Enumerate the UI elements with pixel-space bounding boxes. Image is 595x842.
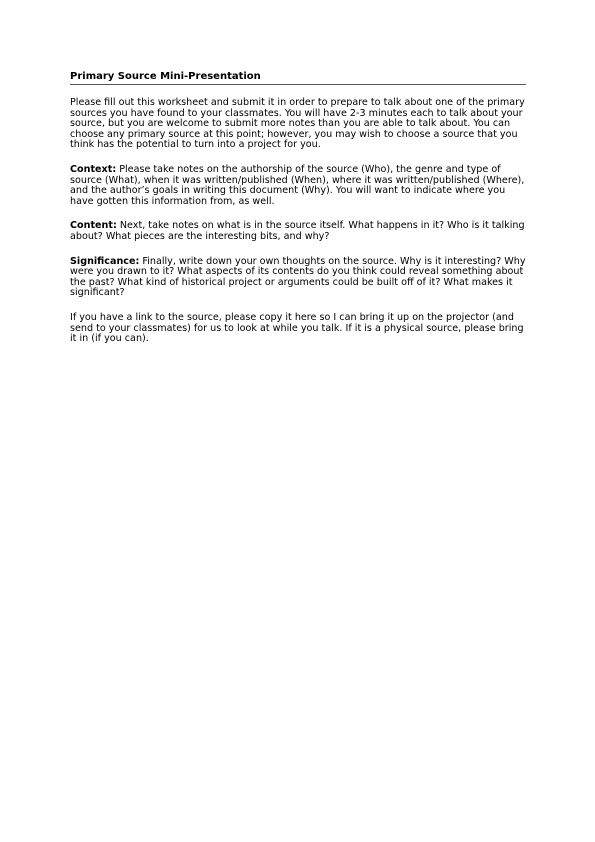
- context-text: Please take notes on the authorship of the source (Who), the genre and type of source (What), when it was written/published (When), where it was written/published (Where), and the author’s goals in writing this document (Why). You will want to indicate where you have gotten this information from, as well.: [70, 163, 525, 207]
- worksheet-page: [70, 70, 526, 345]
- significance-text: Finally, write down your own thoughts on the source. Why is it interesting? Why were you drawn to it? What aspects of its contents do you think could reveal something about the past? What kind of historical project or arguments could be built off of it? What makes it significant?: [70, 255, 526, 299]
- context-paragraph: [70, 165, 526, 207]
- significance-paragraph: [70, 257, 526, 299]
- content-text: Next, take notes on what is in the source itself. What happens in it? Who is it talking about? What pieces are the interesting bits, and why?: [70, 220, 525, 242]
- significance-label: Significance:: [70, 255, 140, 267]
- intro-paragraph: Please fill out this worksheet and submit it in order to prepare to talk about one of the primary sources you have found to your classmates. You will have 2-3 minutes each to talk about your source, but you are welcome to submit more notes than you are able to talk about. You can choose any primary source at this point; however, you may wish to choose a source that you think has the potential to turn into a project for you.: [70, 97, 525, 151]
- context-label: Context:: [70, 163, 117, 175]
- content-paragraph: [70, 221, 526, 242]
- document-title: Primary Source Mini-Presentation: [70, 70, 526, 85]
- content-label: Content:: [70, 220, 117, 232]
- link-request-paragraph: If you have a link to the source, please copy it here so I can bring it up on the projector (and send to your classmates) for us to look at while you talk. If it is a physical source, please bring it in (if you can).: [70, 311, 524, 345]
